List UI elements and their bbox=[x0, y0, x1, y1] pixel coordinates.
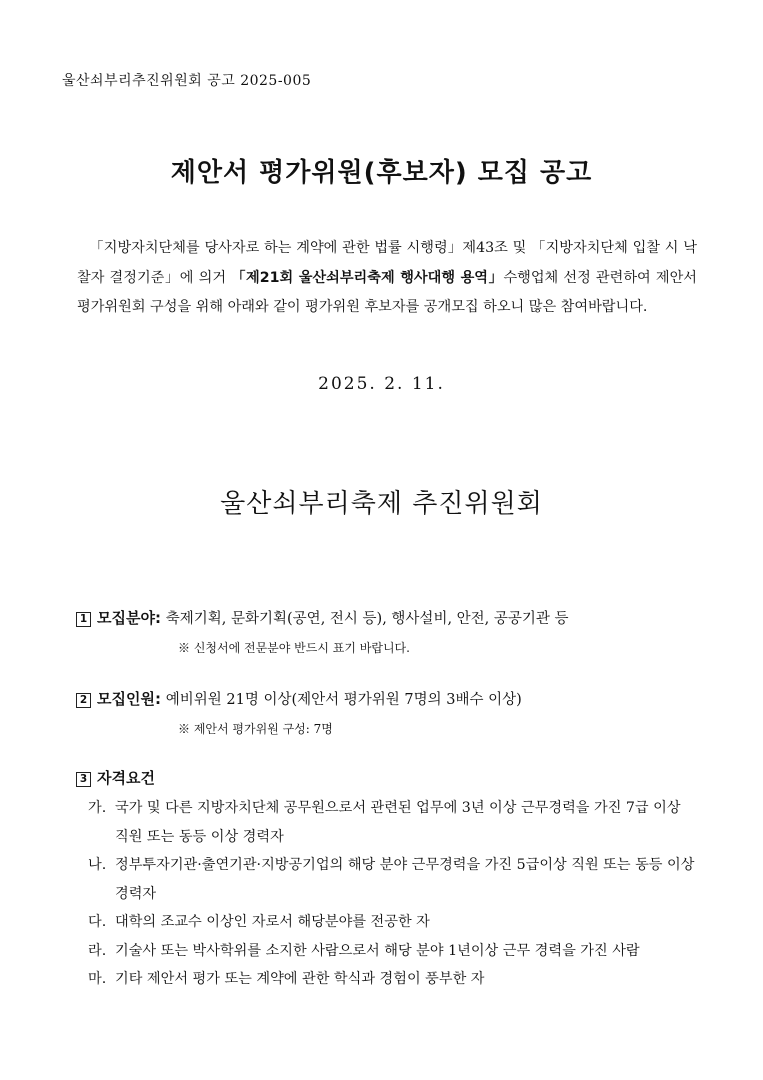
list-item bbox=[88, 908, 698, 937]
list-item-prefix: 나. bbox=[88, 857, 107, 873]
list-item bbox=[88, 851, 698, 908]
intro-text-part1: 「지방자치단체를 당사자로 하는 계약에 관한 법률 시행령」제43조 및 「지방자치단체 입찰 시 낙찰자 결정기준」에 의거 bbox=[77, 240, 697, 286]
intro-text-part2: 수행업체 선정 관련하여 제안서 평가위원회 구성을 위해 아래와 같이 평가위원 후보자를 공개모집 하오니 많은 참여바랍니다. bbox=[77, 269, 697, 315]
list-item-prefix: 마. bbox=[88, 971, 107, 987]
section-number-badge: 2 bbox=[76, 693, 91, 708]
section-number-badge: 1 bbox=[76, 612, 91, 627]
section-field-note: ※ 신청서에 전문분야 반드시 표기 바랍니다. bbox=[178, 641, 410, 655]
section-count bbox=[76, 688, 522, 709]
list-item-text: 기술사 또는 박사학위를 소지한 사람으로서 해당 분야 1년이상 근무 경력을 가진 사람 bbox=[115, 942, 640, 959]
list-item-prefix: 가. bbox=[88, 800, 107, 816]
list-item-prefix: 다. bbox=[88, 914, 107, 930]
list-item-text: 정부투자기관·출연기관·지방공기업의 해당 분야 근무경력을 가진 5급이상 직원 또는 동등 이상 경력자 bbox=[115, 857, 695, 902]
intro-project-name: 「제21회 울산쇠부리축제 행사대행 용역」 bbox=[231, 269, 504, 286]
list-item-text: 대학의 조교수 이상인 자로서 해당분야를 전공한 자 bbox=[115, 914, 430, 930]
list-item-text: 기타 제안서 평가 또는 계약에 관한 학식과 경험이 풍부한 자 bbox=[115, 971, 485, 987]
section-number-badge: 3 bbox=[76, 772, 91, 787]
list-item bbox=[88, 965, 698, 994]
intro-paragraph bbox=[77, 234, 697, 323]
section-field-value: 축제기획, 문화기획(공연, 전시 등), 행사설비, 안전, 공공기관 등 bbox=[165, 611, 569, 627]
notice-number: 울산쇠부리추진위원회 공고 2025-005 bbox=[62, 73, 312, 89]
list-item-text: 국가 및 다른 지방자치단체 공무원으로서 관련된 업무에 3년 이상 근무경력을 가진 7급 이상 직원 또는 동등 이상 경력자 bbox=[115, 800, 681, 845]
qualification-list bbox=[88, 794, 698, 994]
list-item-prefix: 라. bbox=[88, 942, 107, 959]
list-item bbox=[88, 937, 698, 966]
section-field-label: 모집분야: bbox=[97, 609, 161, 627]
organization-name: 울산쇠부리축제 추진위원회 bbox=[220, 489, 543, 519]
section-count-label: 모집인원: bbox=[97, 690, 161, 708]
notice-date: 2025. 2. 11. bbox=[318, 374, 445, 394]
document-title: 제안서 평가위원(후보자) 모집 공고 bbox=[170, 158, 593, 188]
section-count-note: ※ 제안서 평가위원 구성: 7명 bbox=[178, 722, 333, 736]
section-field bbox=[76, 607, 569, 628]
section-count-value: 예비위원 21명 이상(제안서 평가위원 7명의 3배수 이상) bbox=[165, 692, 522, 708]
section-qualification-label: 자격요건 bbox=[97, 769, 155, 787]
section-qualification bbox=[76, 767, 155, 788]
list-item bbox=[88, 794, 698, 851]
